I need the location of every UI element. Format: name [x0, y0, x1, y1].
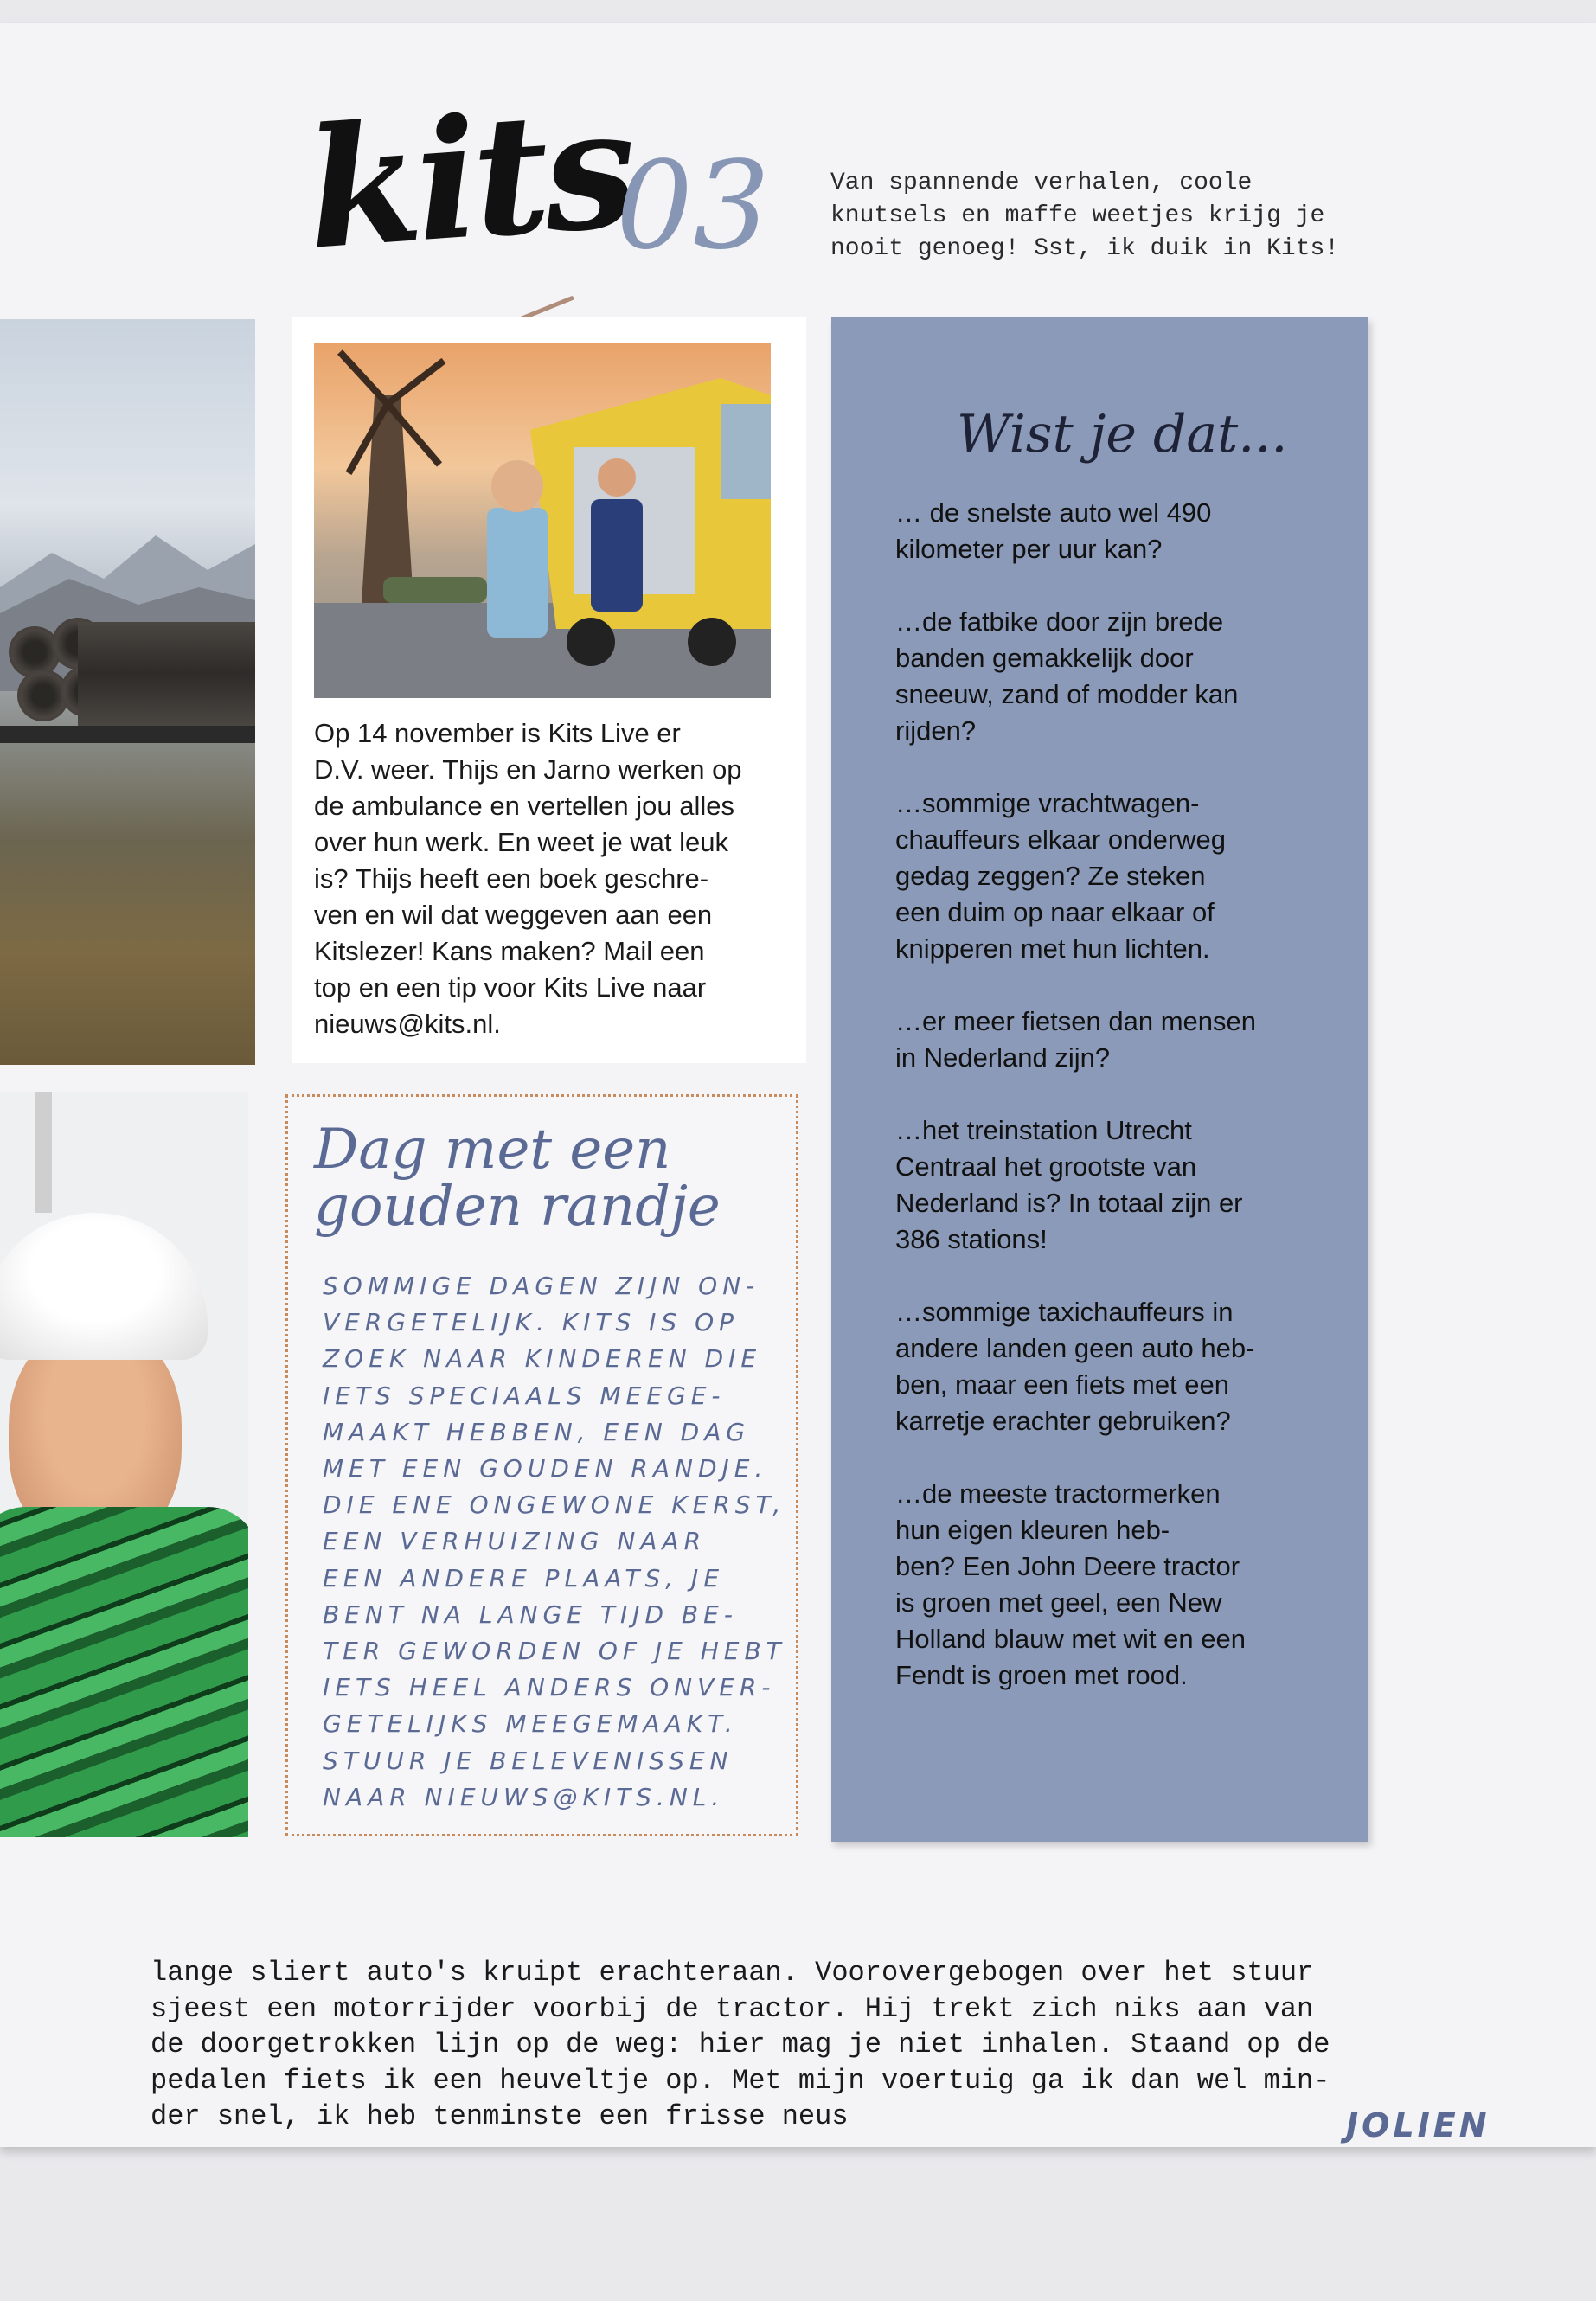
fact-line: …de fatbike door zijn brede [895, 606, 1224, 637]
fact-line: hun eigen kleuren heb- [895, 1515, 1170, 1545]
fact-line: Nederland is? In totaal zijn er [895, 1188, 1243, 1218]
title-line: gouden randje [314, 1175, 721, 1239]
fact-line: rijden? [895, 715, 977, 746]
fact-item [895, 1003, 1345, 1076]
did-you-know-box [831, 317, 1368, 1842]
dag-line: VERGETELIJK. KITS IS OP [323, 1308, 740, 1337]
issue-number: 03 [616, 136, 771, 277]
bottom-line: pedalen fiets ik een heuveltje op. Met mijn voertuig ga ik dan wel min- [151, 2064, 1330, 2097]
did-you-know-title: Wist je dat... [957, 404, 1288, 465]
dag-line: BENT NA LANGE TIJD BE- [323, 1599, 738, 1629]
tagline-line: Van spannende verhalen, coole [830, 170, 1253, 196]
story-line: de ambulance en vertellen jou alles [314, 791, 734, 821]
story-line: D.V. weer. Thijs en Jarno werken op [314, 754, 742, 785]
ambulance-drawing [314, 343, 771, 698]
bottom-line: sjeest een motorrijder voorbij de tractor. Hij trekt zich niks aan van [151, 1992, 1314, 2025]
fact-line: …sommige vrachtwagen- [895, 788, 1200, 818]
fact-line: …het treinstation Utrecht [895, 1115, 1192, 1145]
dag-line: SOMMIGE DAGEN ZIJN ON- [323, 1272, 760, 1300]
fact-item [895, 1112, 1345, 1258]
tagline-line: knutsels en maffe weetjes krijg je [830, 202, 1325, 229]
story-line: top en een tip voor Kits Live naar [314, 972, 707, 1003]
story-line: Kitslezer! Kans maken? Mail een [314, 936, 705, 966]
fact-line: 386 stations! [895, 1224, 1048, 1254]
story-line: Op 14 november is Kits Live er [314, 718, 681, 748]
fact-item [895, 1476, 1345, 1694]
fact-line: …de meeste tractormerken [895, 1478, 1221, 1509]
kits-live-story [292, 317, 806, 1063]
golden-day-title [314, 1118, 721, 1239]
fact-line: een duim op naar elkaar of [895, 897, 1215, 927]
story-line: nieuws@kits.nl. [314, 1009, 501, 1039]
fact-line: Holland blauw met wit en een [895, 1624, 1246, 1654]
bottom-line: der snel, ik heb tenminste een frisse neus [151, 2100, 849, 2132]
author-signature: JOLIEN [1346, 2106, 1490, 2144]
dag-line: IETS HEEL ANDERS ONVER- [323, 1673, 776, 1702]
golden-day-box [285, 1094, 798, 1836]
fact-line: kilometer per uur kan? [895, 534, 1163, 564]
dag-line: MET EEN GOUDEN RANDJE. [323, 1454, 768, 1484]
golden-day-text [323, 1268, 786, 1816]
title-line: Dag met een [314, 1118, 671, 1182]
fact-line: … de snelste auto wel 490 [895, 497, 1212, 528]
dag-line: NAAR NIEUWS@KITS.NL. [323, 1782, 725, 1811]
fact-line: …er meer fietsen dan mensen [895, 1006, 1256, 1036]
fact-item [895, 1294, 1345, 1439]
fact-line: ben, maar een fiets met een [895, 1369, 1230, 1400]
fact-item [895, 785, 1345, 967]
background-pole [35, 1092, 52, 1213]
tagline [830, 167, 1453, 266]
green-shirt [0, 1507, 248, 1837]
pipes-load [78, 622, 255, 726]
story-line: is? Thijs heeft een boek geschre- [314, 863, 709, 894]
fact-line: Centraal het grootste van [895, 1151, 1197, 1182]
dag-line: TER GEWORDEN OF JE HEBT [323, 1637, 786, 1666]
truck-trailer [0, 726, 255, 743]
dag-line: EEN VERHUIZING NAAR [323, 1527, 707, 1556]
fact-line: in Nederland zijn? [895, 1042, 1111, 1073]
landscape-photo [0, 319, 255, 1065]
dag-line: STUUR JE BELEVENISSEN [323, 1746, 734, 1775]
fact-line: is groen met geel, een New [895, 1587, 1222, 1618]
fact-line: banden gemakkelijk door [895, 643, 1194, 673]
fact-line: andere landen geen auto heb- [895, 1333, 1255, 1363]
fact-line: Fendt is groen met rood. [895, 1660, 1188, 1690]
fact-item [895, 495, 1345, 567]
fact-line: knipperen met hun lichten. [895, 933, 1210, 964]
dag-line: ZOEK NAAR KINDEREN DIE [323, 1344, 762, 1374]
fact-line: chauffeurs elkaar onderweg [895, 824, 1227, 855]
story-line: over hun werk. En weet je wat leuk [314, 827, 729, 857]
fact-line: sneeuw, zand of modder kan [895, 679, 1239, 709]
fact-line: gedag zeggen? Ze steken [895, 861, 1206, 891]
did-you-know-list [895, 495, 1345, 1730]
hard-hat [0, 1213, 208, 1360]
bottom-line: de doorgetrokken lijn op de weg: hier mag je niet inhalen. Staand op de [151, 2029, 1330, 2061]
ambulance-illustration [314, 343, 771, 698]
dag-line: IETS SPECIAALS MEEGE- [323, 1381, 726, 1410]
fact-item [895, 604, 1345, 749]
dag-line: EEN ANDERE PLAATS, JE [323, 1563, 725, 1593]
bottom-story-text [151, 1955, 1448, 2135]
story-text [314, 715, 794, 1042]
kits-logo: kits [300, 71, 638, 286]
story-line: ven en wil dat weggeven aan een [314, 900, 713, 930]
tagline-line: nooit genoeg! Sst, ik duik in Kits! [830, 235, 1340, 262]
fact-line: karretje erachter gebruiken? [895, 1406, 1231, 1436]
bottom-line: lange sliert auto's kruipt erachteraan. Voorovergebogen over het stuur [151, 1957, 1314, 1989]
magazine-page [0, 23, 1596, 2147]
boy-photo [0, 1092, 248, 1837]
dag-line: GETELIJKS MEEGEMAAKT. [323, 1709, 738, 1739]
fact-line: …sommige taxichauffeurs in [895, 1297, 1234, 1327]
fact-line: ben? Een John Deere tractor [895, 1551, 1240, 1581]
dag-line: MAAKT HEBBEN, EEN DAG [323, 1417, 751, 1446]
dag-line: DIE ENE ONGEWONE KERST, [323, 1490, 786, 1520]
